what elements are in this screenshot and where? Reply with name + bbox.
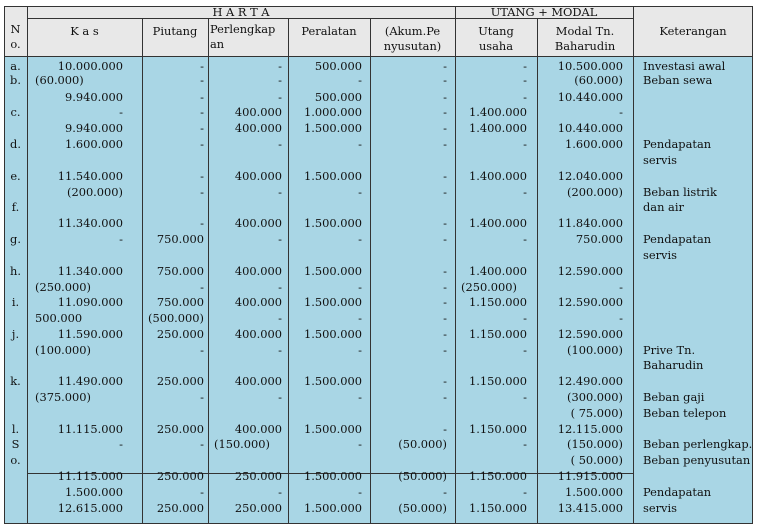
table-cell-modal: 12.115.000 <box>557 422 623 436</box>
table-cell-modal: - <box>619 105 623 119</box>
table-cell-utang: - <box>523 390 527 404</box>
table-cell-piutang: - <box>200 90 204 104</box>
table-cell-ket: Pendapatan <box>643 485 712 499</box>
table-cell-peral: - <box>358 437 362 451</box>
row-label: f. <box>11 200 20 214</box>
table-cell-kas: 11.115.000 <box>57 469 123 483</box>
table-cell-akum: - <box>443 374 447 388</box>
table-cell-akum: - <box>443 327 447 341</box>
table-cell-peral: 1.500.000 <box>304 295 362 309</box>
table-cell-kas: - <box>119 232 123 246</box>
table-cell-akum: - <box>443 343 447 357</box>
table-cell-utang: (250.000) <box>461 280 517 294</box>
table-cell-ket: Prive Tn. <box>643 343 696 357</box>
table-cell-peral: 1.000.000 <box>304 105 362 119</box>
table-cell-utang: 1.400.000 <box>469 264 527 278</box>
table-cell-modal: 10.440.000 <box>557 121 623 135</box>
header-harta: H A R T A <box>212 5 270 19</box>
table-cell-akum: - <box>443 485 447 499</box>
table-cell-peral: - <box>358 343 362 357</box>
table-cell-akum: - <box>443 295 447 309</box>
table-cell-perl: 400.000 <box>234 422 282 436</box>
table-cell-piutang: - <box>200 280 204 294</box>
table-cell-kas: - <box>119 105 123 119</box>
table-cell-utang: 1.400.000 <box>469 169 527 183</box>
table-cell-piutang: - <box>200 59 204 73</box>
table-cell-perl: 400.000 <box>234 295 282 309</box>
table-cell-utang: 1.150.000 <box>469 469 527 483</box>
header-perlengkapan: Perlengkap an <box>210 22 276 51</box>
table-cell-peral: - <box>358 185 362 199</box>
table-cell-peral: 500.000 <box>314 59 362 73</box>
table-cell-perl: 250.000 <box>234 501 282 515</box>
row-label: h. <box>10 264 21 278</box>
table-cell-perl: 400.000 <box>234 105 282 119</box>
table-cell-piutang: 250.000 <box>156 501 204 515</box>
table-cell-peral: 1.500.000 <box>304 469 362 483</box>
table-cell-peral: - <box>358 280 362 294</box>
table-cell-peral: - <box>358 390 362 404</box>
table-cell-perl: - <box>278 185 282 199</box>
table-cell-utang: 1.150.000 <box>469 295 527 309</box>
table-cell-modal: (60.000) <box>574 73 623 87</box>
table-cell-utang: - <box>523 232 527 246</box>
row-label: j. <box>11 327 20 341</box>
table-cell-piutang: 250.000 <box>156 374 204 388</box>
table-cell-piutang: - <box>200 169 204 183</box>
table-cell-perl: - <box>278 73 282 87</box>
table-cell-peral: 1.500.000 <box>304 327 362 341</box>
table-cell-utang: - <box>523 73 527 87</box>
table-cell-akum: - <box>443 73 447 87</box>
table-cell-kas: 10.000.000 <box>57 59 123 73</box>
table-cell-piutang: - <box>200 185 204 199</box>
table-cell-kas: 1.600.000 <box>65 137 123 151</box>
table-cell-piutang: 250.000 <box>156 469 204 483</box>
table-cell-modal: (150.000) <box>567 437 623 451</box>
table-cell-utang: 1.400.000 <box>469 121 527 135</box>
table-cell-piutang: - <box>200 121 204 135</box>
header-utang-modal: UTANG + MODAL <box>490 5 598 19</box>
table-cell-modal: 1.500.000 <box>565 485 623 499</box>
table-cell-kas: 12.615.000 <box>57 501 123 515</box>
table-cell-piutang: 750.000 <box>156 232 204 246</box>
table-cell-akum: - <box>443 280 447 294</box>
table-cell-piutang: 750.000 <box>156 264 204 278</box>
table-cell-utang: - <box>523 90 527 104</box>
table-cell-akum: - <box>443 105 447 119</box>
table-cell-perl: - <box>278 343 282 357</box>
table-cell-modal: 750.000 <box>575 232 623 246</box>
row-label: g. <box>10 232 21 246</box>
worksheet <box>4 6 753 524</box>
row-label: k. <box>10 374 21 388</box>
table-cell-kas: (200.000) <box>67 185 123 199</box>
header-modal: Modal Tn. Baharudin <box>554 24 616 53</box>
table-cell-modal: 12.590.000 <box>557 327 623 341</box>
table-cell-perl: (150.000) <box>214 437 270 451</box>
table-cell-piutang: 250.000 <box>156 327 204 341</box>
table-cell-ket: Beban sewa <box>643 73 713 87</box>
table-cell-kas: - <box>119 437 123 451</box>
table-cell-perl: 400.000 <box>234 264 282 278</box>
row-label: o. <box>10 453 21 467</box>
table-cell-kas: 11.340.000 <box>57 264 123 278</box>
table-cell-peral: - <box>358 137 362 151</box>
table-cell-peral: 1.500.000 <box>304 422 362 436</box>
table-cell-peral: - <box>358 485 362 499</box>
table-cell-modal: 1.600.000 <box>565 137 623 151</box>
row-label: S <box>11 437 20 451</box>
table-cell-perl: - <box>278 59 282 73</box>
table-cell-peral: 500.000 <box>314 90 362 104</box>
table-cell-peral: 1.500.000 <box>304 264 362 278</box>
table-cell-kas: (250.000) <box>35 280 91 294</box>
table-cell-modal: 10.500.000 <box>557 59 623 73</box>
table-cell-piutang: - <box>200 390 204 404</box>
table-cell-piutang: - <box>200 343 204 357</box>
table-cell-ket: Beban perlengkap. <box>643 437 753 451</box>
table-cell-utang: - <box>523 485 527 499</box>
table-cell-akum: - <box>443 169 447 183</box>
table-cell-perl: 400.000 <box>234 327 282 341</box>
table-cell-akum: - <box>443 311 447 325</box>
table-cell-modal: 11.840.000 <box>557 216 623 230</box>
header-keterangan: Keterangan <box>659 24 727 38</box>
table-cell-perl: - <box>278 311 282 325</box>
table-cell-piutang: - <box>200 216 204 230</box>
table-cell-perl: - <box>278 390 282 404</box>
table-cell-peral: - <box>358 311 362 325</box>
row-label: b. <box>10 73 21 87</box>
table-cell-perl: - <box>278 90 282 104</box>
table-cell-akum: - <box>443 232 447 246</box>
table-cell-modal: 12.040.000 <box>557 169 623 183</box>
table-cell-kas: 11.540.000 <box>57 169 123 183</box>
row-label: i. <box>11 295 20 309</box>
table-cell-piutang: (500.000) <box>148 311 204 325</box>
table-cell-perl: 400.000 <box>234 374 282 388</box>
table-cell-peral: 1.500.000 <box>304 121 362 135</box>
table-cell-piutang: 250.000 <box>156 422 204 436</box>
table-cell-modal: 11.915.000 <box>557 469 623 483</box>
header-piutang: Piutang <box>152 24 198 38</box>
table-cell-ket: Baharudin <box>643 358 704 372</box>
table-cell-akum: (50.000) <box>398 469 447 483</box>
table-cell-akum: - <box>443 185 447 199</box>
table-cell-kas: 11.490.000 <box>57 374 123 388</box>
row-label: c. <box>10 105 21 119</box>
table-cell-akum: - <box>443 90 447 104</box>
header-utang-usaha: Utang usaha <box>478 24 514 53</box>
table-cell-utang: 1.400.000 <box>469 105 527 119</box>
header-peralatan: Peralatan <box>301 24 357 38</box>
table-cell-ket: servis <box>643 501 677 515</box>
table-cell-piutang: - <box>200 137 204 151</box>
table-cell-ket: Beban gaji <box>643 390 705 404</box>
table-cell-modal: 13.415.000 <box>557 501 623 515</box>
table-cell-modal: - <box>619 311 623 325</box>
table-cell-akum: - <box>443 264 447 278</box>
table-cell-modal: - <box>619 280 623 294</box>
table-cell-utang: - <box>523 343 527 357</box>
table-cell-kas: 11.590.000 <box>57 327 123 341</box>
table-cell-ket: dan air <box>643 200 684 214</box>
table-cell-kas: (60.000) <box>35 73 84 87</box>
table-cell-ket: Beban telepon <box>643 406 727 420</box>
table-cell-ket: Beban penyusutan <box>643 453 751 467</box>
table-cell-piutang: - <box>200 105 204 119</box>
header-kas: K a s <box>70 24 99 38</box>
table-cell-kas: 500.000 <box>35 311 83 325</box>
table-cell-peral: 1.500.000 <box>304 374 362 388</box>
table-cell-kas: 11.115.000 <box>57 422 123 436</box>
table-cell-perl: - <box>278 232 282 246</box>
table-cell-akum: (50.000) <box>398 437 447 451</box>
table-cell-piutang: - <box>200 485 204 499</box>
table-cell-kas: (375.000) <box>35 390 91 404</box>
table-cell-ket: servis <box>643 153 677 167</box>
table-cell-kas: 9.940.000 <box>65 121 123 135</box>
table-cell-utang: - <box>523 59 527 73</box>
table-cell-ket: Pendapatan <box>643 232 712 246</box>
table-cell-perl: 400.000 <box>234 169 282 183</box>
table-cell-akum: - <box>443 137 447 151</box>
table-cell-utang: - <box>523 437 527 451</box>
table-cell-piutang: - <box>200 73 204 87</box>
table-cell-modal: 12.590.000 <box>557 264 623 278</box>
table-cell-akum: - <box>443 59 447 73</box>
table-cell-modal: (200.000) <box>567 185 623 199</box>
row-label: l. <box>11 422 20 436</box>
table-cell-kas: (100.000) <box>35 343 91 357</box>
table-cell-kas: 11.340.000 <box>57 216 123 230</box>
table-cell-ket: servis <box>643 248 677 262</box>
table-cell-akum: - <box>443 216 447 230</box>
table-cell-utang: 1.150.000 <box>469 327 527 341</box>
table-cell-modal: 10.440.000 <box>557 90 623 104</box>
table-cell-utang: 1.150.000 <box>469 422 527 436</box>
table-cell-utang: - <box>523 137 527 151</box>
row-label: a. <box>10 59 21 73</box>
table-cell-akum: - <box>443 422 447 436</box>
header-no: N o. <box>10 22 21 51</box>
table-cell-ket: Pendapatan <box>643 137 712 151</box>
table-cell-piutang: - <box>200 437 204 451</box>
table-cell-perl: - <box>278 280 282 294</box>
table-cell-utang: 1.400.000 <box>469 216 527 230</box>
table-cell-perl: 400.000 <box>234 121 282 135</box>
table-cell-akum: (50.000) <box>398 501 447 515</box>
table-cell-kas: 11.090.000 <box>57 295 123 309</box>
table-cell-perl: - <box>278 485 282 499</box>
header-akum-penyusutan: (Akum.Pe nyusutan) <box>383 24 442 53</box>
table-cell-perl: 400.000 <box>234 216 282 230</box>
table-cell-ket: Investasi awal <box>643 59 726 73</box>
table-cell-peral: 1.500.000 <box>304 501 362 515</box>
table-cell-kas: 1.500.000 <box>65 485 123 499</box>
table-cell-akum: - <box>443 390 447 404</box>
table-cell-modal: 12.490.000 <box>557 374 623 388</box>
table-cell-akum: - <box>443 121 447 135</box>
table-cell-utang: 1.150.000 <box>469 501 527 515</box>
table-cell-utang: - <box>523 311 527 325</box>
table-cell-modal: (100.000) <box>567 343 623 357</box>
table-cell-modal: (300.000) <box>567 390 623 404</box>
table-cell-peral: - <box>358 73 362 87</box>
table-cell-perl: - <box>278 137 282 151</box>
row-label: e. <box>10 169 21 183</box>
table-cell-modal: ( 75.000) <box>570 406 623 420</box>
table-cell-kas: 9.940.000 <box>65 90 123 104</box>
table-cell-peral: 1.500.000 <box>304 169 362 183</box>
table-cell-ket: Beban listrik <box>643 185 717 199</box>
table-cell-piutang: 750.000 <box>156 295 204 309</box>
table-cell-perl: 250.000 <box>234 469 282 483</box>
row-label: d. <box>10 137 21 151</box>
table-cell-modal: ( 50.000) <box>570 453 623 467</box>
table-cell-utang: - <box>523 185 527 199</box>
table-cell-peral: - <box>358 232 362 246</box>
table-cell-utang: 1.150.000 <box>469 374 527 388</box>
table-cell-modal: 12.590.000 <box>557 295 623 309</box>
table-cell-peral: 1.500.000 <box>304 216 362 230</box>
